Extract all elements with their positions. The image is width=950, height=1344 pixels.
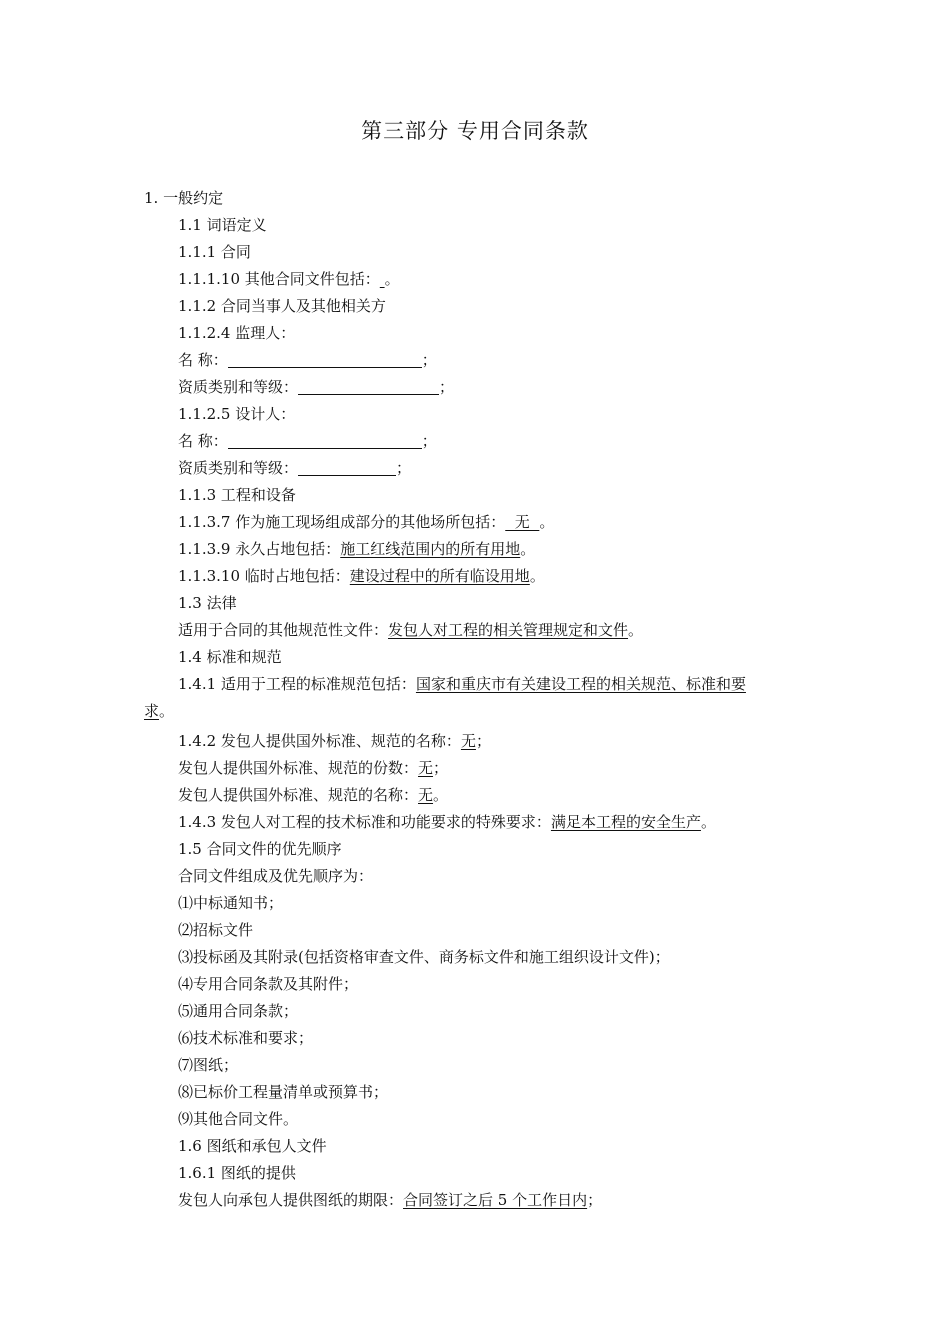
clause-label: 1.1.1.10 其他合同文件包括： <box>178 270 380 288</box>
clause-1-6-1 <box>178 1190 602 1210</box>
clause-value: 施工红线范围内的所有用地 <box>340 540 521 558</box>
punctuation: ； <box>439 378 455 396</box>
clause-value: 建设过程中的所有临设用地 <box>349 567 530 585</box>
clause-label: 发包人向承包人提供图纸的期限： <box>178 1191 404 1209</box>
punctuation: 。 <box>520 540 536 558</box>
clause-1-4-3 <box>178 812 716 832</box>
punctuation: ； <box>587 1191 603 1209</box>
foreign-standard-name <box>178 785 448 805</box>
section-1-6-heading: 1.6 图纸和承包人文件 <box>178 1137 327 1155</box>
punctuation: 。 <box>539 513 555 531</box>
section-1-1-2-heading: 1.1.2 合同当事人及其他相关方 <box>178 297 386 315</box>
clause-label: 1.1.3.7 作为施工现场组成部分的其他场所包括： <box>178 513 506 531</box>
list-item: ⑺图纸； <box>178 1056 239 1074</box>
clause-1-3 <box>178 620 643 640</box>
designer-name-blank <box>228 432 422 449</box>
punctuation: ； <box>475 732 491 750</box>
clause-1-4-1 <box>178 674 746 694</box>
punctuation: ； <box>421 432 437 450</box>
clause-value: 发包人对工程的相关管理规定和文件 <box>388 621 629 639</box>
list-item: ⑼其他合同文件。 <box>178 1110 299 1128</box>
list-item: ⑵招标文件 <box>178 921 254 939</box>
section-1-6-1-heading: 1.6.1 图纸的提供 <box>178 1164 296 1182</box>
list-item: ⑶投标函及其附录(包括资格审查文件、商务标文件和施工组织设计文件)； <box>178 948 670 966</box>
clause-value: 求 <box>144 702 160 720</box>
supervisor-qualification-blank <box>298 378 439 395</box>
clause-value: 无 <box>505 513 540 531</box>
page-title: 第三部分 专用合同条款 <box>361 119 589 143</box>
clause-end: 。 <box>384 270 400 288</box>
field-label: 名 称： <box>178 432 228 450</box>
field-label: 资质类别和等级： <box>178 459 299 477</box>
clause-1-4-1-continued <box>144 701 174 721</box>
section-1-1-3-heading: 1.1.3 工程和设备 <box>178 486 296 504</box>
clause-1-4-2 <box>178 731 491 751</box>
section-1-3-heading: 1.3 法律 <box>178 594 237 612</box>
section-1-4-heading: 1.4 标准和规范 <box>178 648 282 666</box>
supervisor-name-row <box>178 350 437 370</box>
clause-label: 1.4.3 发包人对工程的技术标准和功能要求的特殊要求： <box>178 813 551 831</box>
list-item: ⑷专用合同条款及其附件； <box>178 975 359 993</box>
list-item: ⑸通用合同条款； <box>178 1002 299 1020</box>
clause-value: 满足本工程的安全生产 <box>550 813 701 831</box>
designer-name-row <box>178 431 437 451</box>
section-1-1-heading: 1.1 词语定义 <box>178 216 267 234</box>
clause-label: 1.1.3.9 永久占地包括： <box>178 540 341 558</box>
section-1-5-intro: 合同文件组成及优先顺序为： <box>178 867 374 885</box>
punctuation: 。 <box>433 786 449 804</box>
section-1-heading: 1. 一般约定 <box>144 189 224 207</box>
punctuation: 。 <box>159 702 175 720</box>
clause-1-1-3-9 <box>178 539 535 559</box>
clause-label: 发包人提供国外标准、规范的名称： <box>178 786 419 804</box>
punctuation: ； <box>421 351 437 369</box>
clause-value: 无 <box>418 786 434 804</box>
punctuation: ； <box>433 759 449 777</box>
section-1-5-heading: 1.5 合同文件的优先顺序 <box>178 840 342 858</box>
punctuation: 。 <box>700 813 716 831</box>
punctuation: 。 <box>628 621 644 639</box>
supervisor-name-blank <box>228 351 422 368</box>
clause-1-1-3-7 <box>178 512 554 532</box>
clause-label: 1.4.2 发包人提供国外标准、规范的名称： <box>178 732 461 750</box>
list-item: ⑴中标通知书； <box>178 894 284 912</box>
designer-qualification-blank <box>298 459 396 476</box>
clause-value: 无 <box>418 759 434 777</box>
foreign-standard-copies <box>178 758 448 778</box>
clause-value: 国家和重庆市有关建设工程的相关规范、标准和要 <box>415 675 746 693</box>
clause-1-1-2-4: 1.1.2.4 监理人： <box>178 324 296 342</box>
clause-label: 1.4.1 适用于工程的标准规范包括： <box>178 675 416 693</box>
clause-label: 发包人提供国外标准、规范的份数： <box>178 759 419 777</box>
punctuation: ； <box>396 459 412 477</box>
clause-value: 合同签订之后 5 个工作日内 <box>403 1191 588 1209</box>
clause-label: 1.1.3.10 临时占地包括： <box>178 567 350 585</box>
supervisor-qualification-row <box>178 377 454 397</box>
section-1-1-1-heading: 1.1.1 合同 <box>178 243 251 261</box>
clause-value: 无 <box>460 732 476 750</box>
clause-1-1-1-10 <box>178 269 400 289</box>
clause-1-1-3-10 <box>178 566 545 586</box>
field-label: 名 称： <box>178 351 228 369</box>
designer-qualification-row <box>178 458 411 478</box>
field-label: 资质类别和等级： <box>178 378 299 396</box>
clause-label: 适用于合同的其他规范性文件： <box>178 621 389 639</box>
list-item: ⑻已标价工程量清单或预算书； <box>178 1083 389 1101</box>
punctuation: 。 <box>529 567 545 585</box>
list-item: ⑹技术标准和要求； <box>178 1029 314 1047</box>
clause-1-1-2-5: 1.1.2.5 设计人： <box>178 405 296 423</box>
